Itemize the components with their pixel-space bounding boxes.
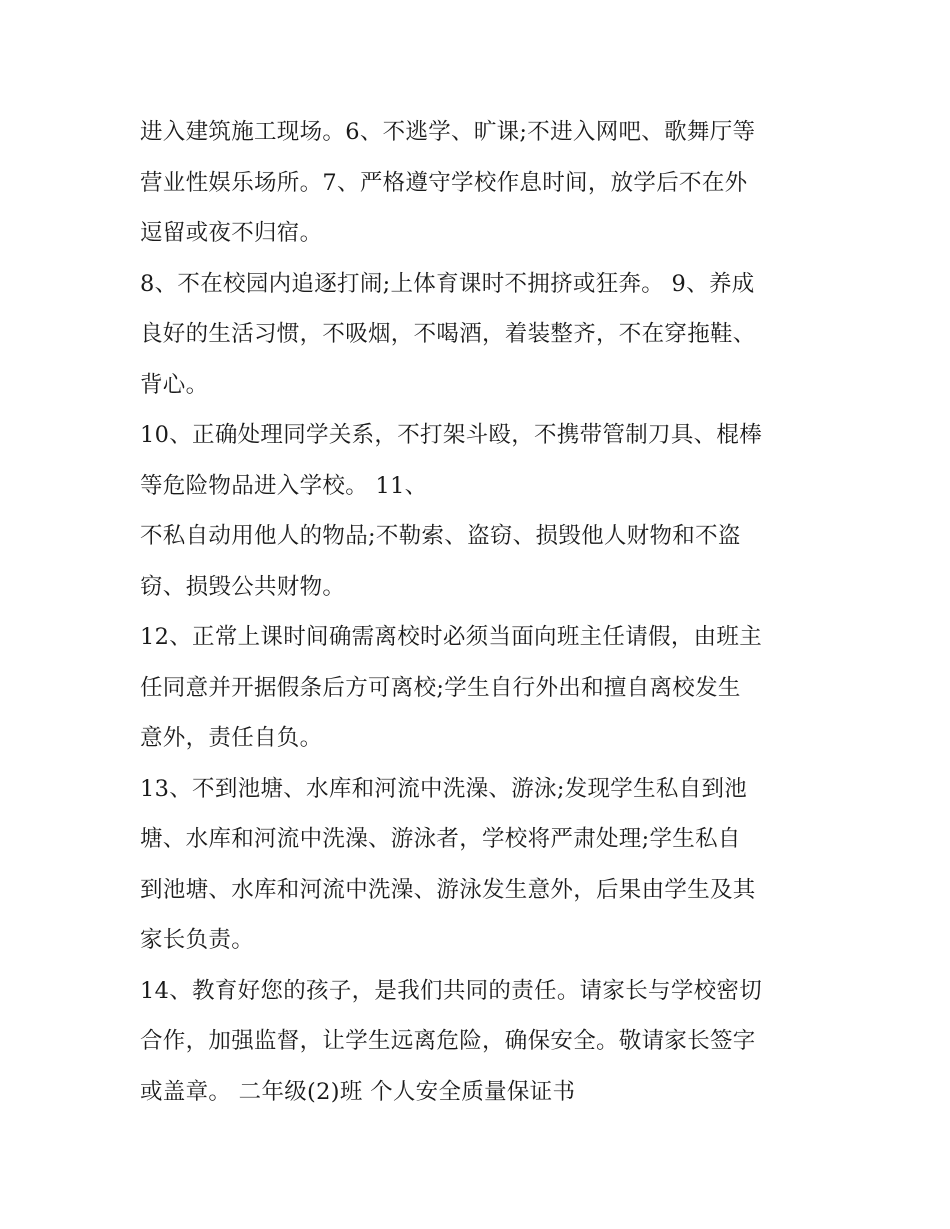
text-line: 12、正常上课时间确需离校时必须当面向班主任请假，由班主	[140, 624, 763, 650]
text-line: 8、不在校园内追逐打闹;上体育课时不拥挤或狂奔。 9、养成	[140, 270, 755, 297]
text-line: 进入建筑施工现场。6、不逃学、旷课;不进入网吧、歌舞厅等	[140, 119, 756, 145]
text-line: 塘、水库和河流中洗澡、游泳者，学校将严肃处理;学生私自	[140, 826, 741, 852]
text-line: 家长负责。	[140, 927, 255, 953]
text-line: 不私自动用他人的物品;不勒索、盗窃、损毁他人财物和不盗	[140, 523, 741, 549]
text-line: 意外，责任自负。	[140, 725, 323, 751]
text-line: 背心。	[140, 371, 209, 398]
text-line: 逗留或夜不归宿。	[140, 220, 323, 246]
text-line: 或盖章。 二年级(2)班 个人安全质量保证书	[140, 1078, 576, 1105]
text-line: 营业性娱乐场所。7、严格遵守学校作息时间，放学后不在外	[140, 169, 748, 196]
text-line: 14、教育好您的孩子，是我们共同的责任。请家长与学校密切	[140, 977, 763, 1004]
text-line: 任同意并开据假条后方可离校;学生自行外出和擅自离校发生	[140, 674, 741, 701]
text-line: 13、不到池塘、水库和河流中洗澡、游泳;发现学生私自到池	[140, 775, 748, 802]
text-line: 合作，加强监督，让学生远离危险，确保安全。敬请家长签字	[140, 1028, 756, 1054]
text-line: 到池塘、水库和河流中洗澡、游泳发生意外，后果由学生及其	[140, 876, 756, 903]
text-line: 等危险物品进入学校。 11、	[140, 472, 428, 499]
document-body	[140, 107, 820, 1117]
text-line: 10、正确处理同学关系，不打架斗殴，不携带管制刀具、棍棒	[140, 422, 763, 448]
text-line: 良好的生活习惯，不吸烟，不喝酒，着装整齐，不在穿拖鞋、	[140, 321, 756, 347]
text-line: 窃、损毁公共财物。	[140, 573, 346, 600]
